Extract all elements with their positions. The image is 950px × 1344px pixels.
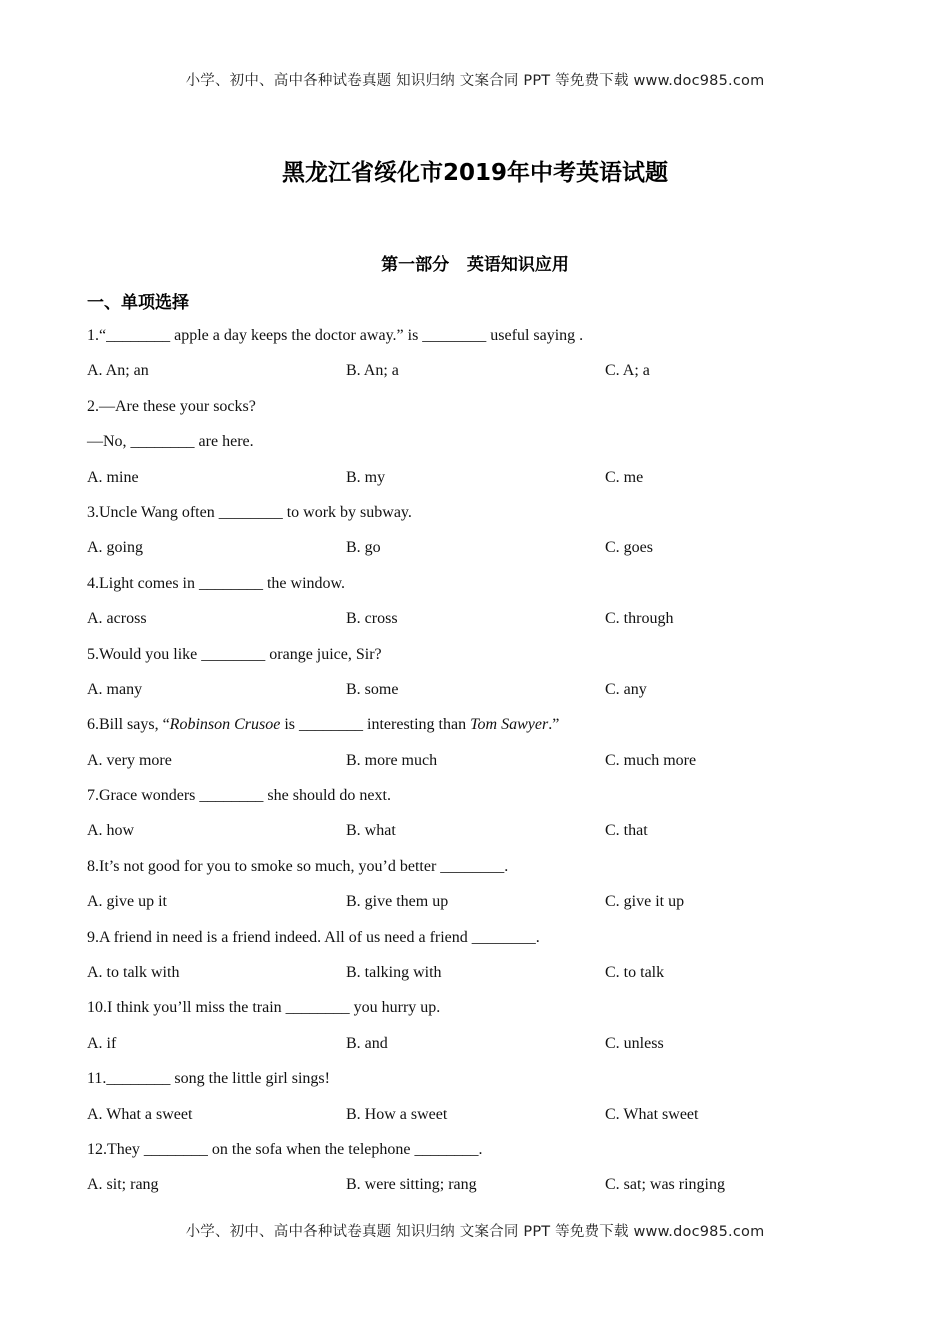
question-8-option-b: B. give them up	[346, 893, 449, 911]
question-2-stem-reply: —No, ________ are here.	[87, 433, 254, 451]
question-10-stem: 10.I think you’ll miss the train ________ you hurry up.	[87, 999, 441, 1017]
question-5-stem: 5.Would you like ________ orange juice, Sir?	[87, 645, 382, 663]
question-1-option-b: B. An; a	[346, 362, 399, 380]
question-2-option-a: A. mine	[87, 468, 139, 486]
question-list	[87, 318, 887, 1203]
question-6-stem-part: .”	[548, 716, 560, 734]
question-6-stem-part: is ________ interesting than	[280, 716, 471, 734]
question-8-stem: 8.It’s not good for you to smoke so much, you’d better ________.	[87, 857, 509, 875]
question-11-option-b: B. How a sweet	[346, 1105, 448, 1123]
question-11-stem: 11.________ song the little girl sings!	[87, 1070, 330, 1088]
question-2-stem: 2.—Are these your socks?	[87, 397, 256, 415]
question-5-option-a: A. many	[87, 680, 143, 698]
question-6-stem	[87, 707, 887, 742]
question-5-options	[87, 672, 887, 707]
question-6-option-b: B. more much	[346, 751, 438, 769]
question-1-option-a: A. An; an	[87, 362, 149, 380]
question-9-options	[87, 955, 887, 990]
question-2-options	[87, 460, 887, 495]
question-1-stem: 1.“________ apple a day keeps the doctor away.” is ________ useful saying .	[87, 327, 584, 344]
question-6-option-a: A. very more	[87, 751, 172, 769]
question-12-options	[87, 1167, 887, 1202]
question-4-option-a: A. across	[87, 610, 147, 628]
question-2-option-c: C. me	[605, 468, 644, 486]
question-9-option-b: B. talking with	[346, 964, 442, 982]
part-heading: 第一部分 英语知识应用	[381, 255, 569, 275]
question-6-book-title: Robinson Crusoe	[169, 716, 281, 734]
question-12-option-a: A. sit; rang	[87, 1176, 159, 1194]
question-4-option-c: C. through	[605, 610, 674, 628]
question-11-option-a: A. What a sweet	[87, 1105, 193, 1123]
question-3-option-c: C. goes	[605, 539, 653, 557]
question-10-option-b: B. and	[346, 1034, 388, 1052]
question-8-option-c: C. give it up	[605, 893, 685, 911]
question-3-options	[87, 530, 887, 565]
question-1-option-c: C. A; a	[605, 362, 650, 380]
question-8-options	[87, 884, 887, 919]
question-12-stem: 12.They ________ on the sofa when the telephone ________.	[87, 1140, 483, 1158]
question-7-option-a: A. how	[87, 822, 135, 840]
question-9-stem: 9.A friend in need is a friend indeed. All of us need a friend ________.	[87, 928, 540, 946]
question-5-option-c: C. any	[605, 680, 647, 698]
question-1-options	[87, 353, 887, 388]
section-heading: 一、单项选择	[87, 293, 189, 313]
question-4-options	[87, 601, 887, 636]
question-4-option-b: B. cross	[346, 610, 398, 628]
question-11-options	[87, 1097, 887, 1132]
question-9-option-c: C. to talk	[605, 964, 665, 982]
question-12-option-b: B. were sitting; rang	[346, 1176, 477, 1194]
footer-banner: 小学、初中、高中各种试卷真题 知识归纳 文案合同 PPT 等免费下载 www.doc985.com	[185, 1224, 765, 1240]
question-10-option-c: C. unless	[605, 1034, 664, 1052]
question-12-option-c: C. sat; was ringing	[605, 1176, 725, 1194]
question-7-option-c: C. that	[605, 822, 648, 840]
question-3-option-b: B. go	[346, 539, 381, 557]
question-3-option-a: A. going	[87, 539, 143, 557]
question-6-stem-part: 6.Bill says, “	[87, 716, 170, 734]
question-6-options	[87, 743, 887, 778]
question-8-option-a: A. give up it	[87, 893, 167, 911]
question-6-book-title: Tom Sawyer	[470, 716, 549, 734]
question-11-option-c: C. What sweet	[605, 1105, 699, 1123]
question-9-option-a: A. to talk with	[87, 964, 180, 982]
question-7-stem: 7.Grace wonders ________ she should do next.	[87, 787, 391, 805]
header-banner: 小学、初中、高中各种试卷真题 知识归纳 文案合同 PPT 等免费下载 www.doc985.com	[185, 73, 765, 89]
question-2-option-b: B. my	[346, 468, 386, 486]
question-10-options	[87, 1026, 887, 1061]
question-5-option-b: B. some	[346, 680, 399, 698]
question-4-stem: 4.Light comes in ________ the window.	[87, 574, 346, 592]
question-10-option-a: A. if	[87, 1034, 117, 1052]
question-7-option-b: B. what	[346, 822, 396, 840]
page-title: 黑龙江省绥化市2019年中考英语试题	[281, 160, 668, 186]
question-3-stem: 3.Uncle Wang often ________ to work by subway.	[87, 503, 412, 521]
question-7-options	[87, 813, 887, 848]
question-6-option-c: C. much more	[605, 751, 697, 769]
